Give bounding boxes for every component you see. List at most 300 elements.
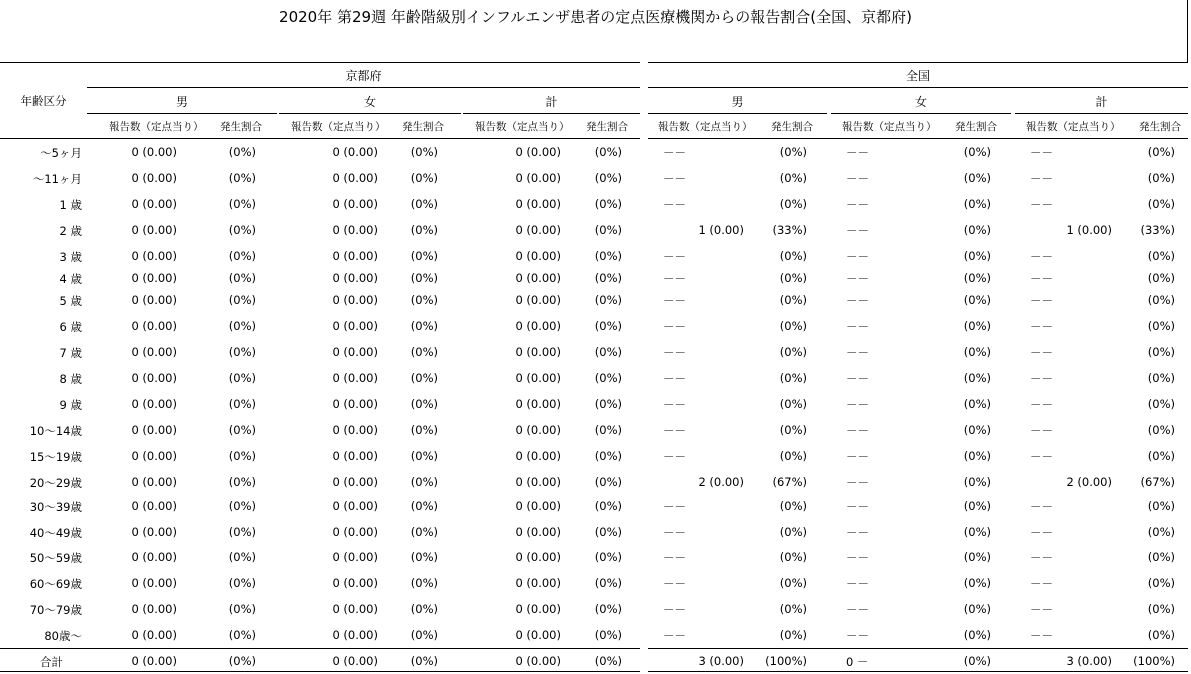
- report-count-cell: 0 (0.00): [332, 145, 378, 159]
- rate-cell: (0%): [963, 550, 991, 564]
- rate-cell: (0%): [228, 293, 256, 307]
- report-count-cell: 1 (0.00): [698, 223, 744, 237]
- report-count-cell: 0 (0.00): [515, 499, 561, 513]
- rate-cell: (0%): [410, 293, 438, 307]
- rate-cell: (0%): [963, 475, 991, 489]
- report-count-cell: －－: [846, 346, 869, 360]
- table-bottom-rule: [0, 671, 640, 672]
- report-count-cell: －－: [663, 424, 686, 438]
- sex-rule: [648, 113, 827, 114]
- group-header-kyoto: 京都府: [345, 69, 382, 83]
- rate-cell: (0%): [779, 345, 807, 359]
- row-age-label: 3 歳: [59, 250, 82, 264]
- rate-cell: (0%): [779, 171, 807, 185]
- page-title: 2020年 第29週 年齢階級別インフルエンザ患者の定点医療機関からの報告割合(全国、京都府): [279, 8, 912, 26]
- rate-cell: (0%): [779, 499, 807, 513]
- rate-cell: (0%): [594, 475, 622, 489]
- rate-cell: (0%): [779, 197, 807, 211]
- rate-cell: (0%): [410, 654, 438, 668]
- report-count-cell: 1 (0.00): [1066, 223, 1112, 237]
- row-age-label: 50～59歳: [29, 551, 82, 565]
- report-count-cell: 2 (0.00): [1066, 475, 1112, 489]
- report-count-cell: －－: [846, 146, 869, 160]
- row-age-label: 8 歳: [59, 372, 82, 386]
- count-column-header: 報告数（定点当り）: [1026, 121, 1121, 133]
- report-count-cell: 0 (0.00): [515, 223, 561, 237]
- report-count-cell: 0 (0.00): [332, 293, 378, 307]
- header-top-rule: [648, 62, 1188, 63]
- rate-cell: (0%): [594, 223, 622, 237]
- report-count-cell: －－: [663, 629, 686, 643]
- rate-column-header: 発生割合: [402, 121, 444, 133]
- rate-cell: (0%): [594, 654, 622, 668]
- rate-cell: (0%): [779, 423, 807, 437]
- report-count-cell: 0 (0.00): [131, 319, 177, 333]
- report-count-cell: 0 (0.00): [131, 397, 177, 411]
- rate-cell: (0%): [594, 576, 622, 590]
- row-age-label: 40～49歳: [29, 526, 82, 540]
- rate-cell: (0%): [963, 293, 991, 307]
- rate-column-header: 発生割合: [586, 121, 628, 133]
- report-count-cell: 0 (0.00): [515, 371, 561, 385]
- report-count-cell: －－: [846, 476, 869, 490]
- rate-cell: (0%): [1147, 449, 1175, 463]
- rate-cell: (0%): [594, 397, 622, 411]
- rate-cell: (0%): [228, 271, 256, 285]
- row-age-label: 5 歳: [59, 294, 82, 308]
- rate-cell: (0%): [228, 345, 256, 359]
- sex-header: 計: [545, 95, 558, 109]
- rate-cell: (0%): [594, 197, 622, 211]
- rate-cell: (0%): [594, 449, 622, 463]
- report-count-cell: －－: [663, 500, 686, 514]
- report-count-cell: －－: [663, 551, 686, 565]
- rate-cell: (100%): [1133, 654, 1175, 668]
- row-age-label: 30～39歳: [29, 500, 82, 514]
- rate-cell: (0%): [410, 397, 438, 411]
- rate-cell: (0%): [228, 371, 256, 385]
- report-count-cell: 0 (0.00): [332, 550, 378, 564]
- report-count-cell: －－: [1030, 250, 1053, 264]
- report-count-cell: 0 (0.00): [515, 145, 561, 159]
- row-age-label: 20～29歳: [29, 476, 82, 490]
- report-count-cell: －－: [846, 398, 869, 412]
- report-count-cell: 0 (0.00): [332, 475, 378, 489]
- report-count-cell: 0 (0.00): [131, 654, 177, 668]
- rate-cell: (0%): [228, 628, 256, 642]
- rate-cell: (0%): [594, 345, 622, 359]
- report-count-cell: －－: [663, 320, 686, 334]
- report-count-cell: 0 (0.00): [131, 550, 177, 564]
- count-column-header: 報告数（定点当り）: [658, 121, 753, 133]
- rate-cell: (0%): [228, 319, 256, 333]
- rate-cell: (0%): [1147, 319, 1175, 333]
- rate-cell: (0%): [410, 602, 438, 616]
- row-age-label: 6 歳: [59, 320, 82, 334]
- report-count-cell: －－: [663, 450, 686, 464]
- rate-cell: (0%): [779, 371, 807, 385]
- rate-cell: (0%): [410, 423, 438, 437]
- row-age-label: 2 歳: [59, 224, 82, 238]
- report-count-cell: 0 (0.00): [332, 319, 378, 333]
- rate-cell: (0%): [779, 550, 807, 564]
- report-count-cell: 0 (0.00): [515, 654, 561, 668]
- report-count-cell: 0 (0.00): [131, 145, 177, 159]
- rate-cell: (0%): [963, 371, 991, 385]
- rate-cell: (0%): [228, 145, 256, 159]
- row-age-label: ～5ヶ月: [40, 146, 82, 160]
- rate-cell: (0%): [1147, 249, 1175, 263]
- report-count-cell: －－: [846, 372, 869, 386]
- sex-header: 女: [914, 95, 927, 109]
- count-column-header: 報告数（定点当り）: [842, 121, 937, 133]
- rate-cell: (0%): [228, 171, 256, 185]
- rate-cell: (0%): [1147, 602, 1175, 616]
- rate-cell: (0%): [410, 576, 438, 590]
- rate-cell: (0%): [963, 397, 991, 411]
- count-column-header: 報告数（定点当り）: [291, 121, 386, 133]
- report-count-cell: 0 (0.00): [332, 628, 378, 642]
- report-count-cell: 0 (0.00): [515, 550, 561, 564]
- report-count-cell: 0 (0.00): [332, 271, 378, 285]
- report-count-cell: 0 (0.00): [131, 249, 177, 263]
- row-age-label: ～11ヶ月: [32, 172, 82, 186]
- rate-cell: (0%): [1147, 345, 1175, 359]
- rate-cell: (0%): [228, 499, 256, 513]
- rate-cell: (0%): [779, 449, 807, 463]
- rate-cell: (0%): [228, 602, 256, 616]
- report-count-cell: －－: [846, 224, 869, 238]
- sex-header: 計: [1095, 95, 1108, 109]
- report-count-cell: －－: [846, 450, 869, 464]
- rate-column-header: 発生割合: [220, 121, 262, 133]
- report-count-cell: －－: [663, 526, 686, 540]
- rate-cell: (0%): [963, 271, 991, 285]
- row-age-label: 70～79歳: [29, 603, 82, 617]
- rate-cell: (0%): [779, 319, 807, 333]
- report-count-cell: －－: [846, 294, 869, 308]
- report-count-cell: －－: [1030, 424, 1053, 438]
- report-count-cell: －－: [663, 294, 686, 308]
- rate-cell: (0%): [594, 499, 622, 513]
- report-count-cell: －－: [1030, 398, 1053, 412]
- report-count-cell: －－: [1030, 172, 1053, 186]
- rate-cell: (0%): [1147, 371, 1175, 385]
- rate-cell: (0%): [963, 628, 991, 642]
- report-count-cell: －－: [846, 500, 869, 514]
- report-count-cell: 0 (0.00): [131, 345, 177, 359]
- count-column-header: 報告数（定点当り）: [109, 121, 204, 133]
- rate-cell: (0%): [779, 293, 807, 307]
- report-count-cell: 0 (0.00): [332, 449, 378, 463]
- report-count-cell: 0 (0.00): [332, 525, 378, 539]
- report-count-cell: －－: [663, 272, 686, 286]
- sex-rule: [87, 113, 277, 114]
- report-count-cell: －－: [663, 346, 686, 360]
- report-count-cell: －－: [663, 198, 686, 212]
- report-count-cell: 2 (0.00): [698, 475, 744, 489]
- report-count-cell: 0 (0.00): [515, 475, 561, 489]
- report-count-cell: －－: [1030, 500, 1053, 514]
- rate-cell: (0%): [963, 525, 991, 539]
- rate-cell: (0%): [963, 499, 991, 513]
- report-count-cell: －－: [846, 629, 869, 643]
- rate-cell: (0%): [963, 654, 991, 668]
- report-count-cell: 0 (0.00): [131, 449, 177, 463]
- header-top-rule: [0, 62, 640, 63]
- rate-cell: (0%): [1147, 628, 1175, 642]
- report-count-cell: 0 (0.00): [131, 197, 177, 211]
- rate-cell: (0%): [779, 397, 807, 411]
- report-count-cell: －－: [663, 146, 686, 160]
- rate-cell: (0%): [228, 249, 256, 263]
- report-count-cell: 3 (0.00): [698, 654, 744, 668]
- total-rule: [0, 648, 640, 649]
- report-count-cell: －－: [663, 577, 686, 591]
- sex-header: 女: [363, 95, 376, 109]
- rate-cell: (0%): [410, 249, 438, 263]
- report-count-cell: －－: [1030, 450, 1053, 464]
- report-count-cell: 0 (0.00): [131, 576, 177, 590]
- report-count-cell: －－: [663, 372, 686, 386]
- rate-cell: (0%): [410, 475, 438, 489]
- rate-cell: (100%): [765, 654, 807, 668]
- report-count-cell: －－: [663, 172, 686, 186]
- sex-rule: [279, 113, 461, 114]
- row-age-label: 10～14歳: [29, 424, 82, 438]
- report-count-cell: 0 (0.00): [131, 293, 177, 307]
- group-rule-national: [648, 87, 1188, 88]
- report-count-cell: 0 (0.00): [515, 319, 561, 333]
- rate-cell: (0%): [410, 345, 438, 359]
- rate-cell: (0%): [1147, 145, 1175, 159]
- report-count-cell: 0 (0.00): [332, 171, 378, 185]
- rate-cell: (0%): [228, 223, 256, 237]
- rate-cell: (67%): [772, 475, 807, 489]
- report-count-cell: －－: [846, 198, 869, 212]
- rate-cell: (0%): [410, 319, 438, 333]
- row-age-label: 15～19歳: [29, 450, 82, 464]
- report-count-cell: 0 －: [846, 655, 869, 669]
- report-count-cell: 0 (0.00): [515, 249, 561, 263]
- rate-cell: (0%): [228, 397, 256, 411]
- report-count-cell: －－: [1030, 198, 1053, 212]
- report-count-cell: －－: [1030, 551, 1053, 565]
- rate-cell: (0%): [1147, 525, 1175, 539]
- rate-cell: (0%): [410, 525, 438, 539]
- report-count-cell: 0 (0.00): [515, 525, 561, 539]
- report-count-cell: 0 (0.00): [332, 397, 378, 411]
- rate-cell: (67%): [1140, 475, 1175, 489]
- rate-cell: (0%): [779, 525, 807, 539]
- rate-column-header: 発生割合: [955, 121, 997, 133]
- report-count-cell: 0 (0.00): [332, 249, 378, 263]
- rate-cell: (0%): [963, 423, 991, 437]
- rate-cell: (33%): [772, 223, 807, 237]
- sex-rule: [463, 113, 640, 114]
- report-count-cell: －－: [1030, 526, 1053, 540]
- report-count-cell: －－: [1030, 629, 1053, 643]
- rate-cell: (0%): [963, 171, 991, 185]
- rate-cell: (0%): [963, 449, 991, 463]
- row-age-label: 80歳～: [44, 629, 82, 643]
- rate-cell: (0%): [228, 576, 256, 590]
- row-age-label: 1 歳: [59, 198, 82, 212]
- rate-cell: (0%): [594, 319, 622, 333]
- rate-cell: (0%): [410, 171, 438, 185]
- rate-cell: (0%): [594, 249, 622, 263]
- rate-cell: (0%): [1147, 171, 1175, 185]
- report-count-cell: －－: [663, 398, 686, 412]
- report-count-cell: 0 (0.00): [332, 371, 378, 385]
- sex-header: 男: [731, 95, 744, 109]
- rate-cell: (0%): [963, 223, 991, 237]
- rate-cell: (0%): [410, 197, 438, 211]
- row-age-label: 4 歳: [59, 272, 82, 286]
- rate-cell: (0%): [779, 271, 807, 285]
- rate-cell: (0%): [594, 602, 622, 616]
- report-count-cell: －－: [846, 320, 869, 334]
- report-count-cell: －－: [1030, 294, 1053, 308]
- report-count-cell: －－: [846, 250, 869, 264]
- report-count-cell: －－: [1030, 146, 1053, 160]
- report-count-cell: 0 (0.00): [515, 397, 561, 411]
- rate-cell: (0%): [228, 423, 256, 437]
- rate-cell: (0%): [963, 249, 991, 263]
- rate-cell: (0%): [410, 371, 438, 385]
- rate-cell: (0%): [594, 271, 622, 285]
- rate-cell: (0%): [1147, 293, 1175, 307]
- row-age-label: 9 歳: [59, 398, 82, 412]
- rate-cell: (33%): [1140, 223, 1175, 237]
- rate-cell: (0%): [1147, 499, 1175, 513]
- report-count-cell: 0 (0.00): [515, 293, 561, 307]
- report-count-cell: 0 (0.00): [332, 345, 378, 359]
- rate-cell: (0%): [410, 550, 438, 564]
- report-count-cell: 0 (0.00): [515, 576, 561, 590]
- rate-cell: (0%): [228, 525, 256, 539]
- rate-cell: (0%): [594, 423, 622, 437]
- sex-rule: [831, 113, 1011, 114]
- report-count-cell: 0 (0.00): [332, 223, 378, 237]
- rate-cell: (0%): [963, 602, 991, 616]
- report-count-cell: 0 (0.00): [515, 271, 561, 285]
- report-count-cell: 0 (0.00): [515, 602, 561, 616]
- report-count-cell: －－: [846, 272, 869, 286]
- group-header-national: 全国: [905, 69, 930, 83]
- rate-cell: (0%): [410, 271, 438, 285]
- report-count-cell: 0 (0.00): [515, 345, 561, 359]
- rate-column-header: 発生割合: [771, 121, 813, 133]
- sex-rule: [1015, 113, 1188, 114]
- report-count-cell: 0 (0.00): [131, 271, 177, 285]
- report-count-cell: －－: [846, 526, 869, 540]
- rate-cell: (0%): [1147, 397, 1175, 411]
- row-age-label: 合計: [40, 655, 63, 669]
- rate-cell: (0%): [410, 499, 438, 513]
- rate-cell: (0%): [594, 371, 622, 385]
- rate-cell: (0%): [410, 449, 438, 463]
- report-count-cell: 0 (0.00): [131, 525, 177, 539]
- rate-cell: (0%): [228, 654, 256, 668]
- rate-cell: (0%): [779, 249, 807, 263]
- report-count-cell: 0 (0.00): [332, 197, 378, 211]
- rate-cell: (0%): [1147, 576, 1175, 590]
- report-count-cell: 3 (0.00): [1066, 654, 1112, 668]
- age-column-header: 年齢区分: [20, 94, 67, 108]
- rate-cell: (0%): [594, 145, 622, 159]
- row-age-label: 60～69歳: [29, 577, 82, 591]
- report-count-cell: －－: [1030, 272, 1053, 286]
- report-count-cell: －－: [1030, 603, 1053, 617]
- rate-cell: (0%): [963, 319, 991, 333]
- rate-cell: (0%): [410, 223, 438, 237]
- rate-cell: (0%): [228, 449, 256, 463]
- report-count-cell: 0 (0.00): [131, 628, 177, 642]
- report-count-cell: －－: [846, 172, 869, 186]
- report-count-cell: 0 (0.00): [332, 423, 378, 437]
- rate-cell: (0%): [594, 171, 622, 185]
- report-count-cell: 0 (0.00): [131, 171, 177, 185]
- table-bottom-rule: [648, 671, 1188, 672]
- report-count-cell: 0 (0.00): [332, 602, 378, 616]
- rate-cell: (0%): [228, 475, 256, 489]
- report-count-cell: 0 (0.00): [131, 475, 177, 489]
- report-count-cell: 0 (0.00): [515, 171, 561, 185]
- report-count-cell: 0 (0.00): [332, 576, 378, 590]
- rate-cell: (0%): [594, 525, 622, 539]
- rate-cell: (0%): [779, 628, 807, 642]
- rate-cell: (0%): [963, 345, 991, 359]
- rate-cell: (0%): [1147, 423, 1175, 437]
- report-count-cell: －－: [1030, 320, 1053, 334]
- rate-cell: (0%): [594, 550, 622, 564]
- total-rule: [648, 648, 1188, 649]
- rate-cell: (0%): [228, 197, 256, 211]
- rate-cell: (0%): [779, 602, 807, 616]
- sex-header: 男: [175, 95, 188, 109]
- report-count-cell: 0 (0.00): [515, 449, 561, 463]
- report-count-cell: －－: [1030, 577, 1053, 591]
- rate-cell: (0%): [410, 628, 438, 642]
- report-count-cell: 0 (0.00): [515, 423, 561, 437]
- report-count-cell: －－: [846, 577, 869, 591]
- report-count-cell: －－: [846, 424, 869, 438]
- rate-cell: (0%): [779, 145, 807, 159]
- report-count-cell: 0 (0.00): [131, 423, 177, 437]
- report-count-cell: 0 (0.00): [515, 197, 561, 211]
- header-bottom-rule: [648, 138, 1188, 139]
- report-count-cell: －－: [846, 603, 869, 617]
- rate-cell: (0%): [963, 145, 991, 159]
- report-count-cell: －－: [663, 250, 686, 264]
- rate-cell: (0%): [228, 550, 256, 564]
- report-count-cell: －－: [846, 551, 869, 565]
- group-rule-kyoto: [87, 87, 640, 88]
- rate-column-header: 発生割合: [1139, 121, 1181, 133]
- report-count-cell: －－: [663, 603, 686, 617]
- report-count-cell: －－: [1030, 346, 1053, 360]
- report-count-cell: 0 (0.00): [131, 371, 177, 385]
- report-count-cell: 0 (0.00): [131, 602, 177, 616]
- rate-cell: (0%): [594, 628, 622, 642]
- rate-cell: (0%): [1147, 197, 1175, 211]
- rate-cell: (0%): [963, 576, 991, 590]
- report-count-cell: 0 (0.00): [131, 223, 177, 237]
- report-count-cell: 0 (0.00): [332, 499, 378, 513]
- header-bottom-rule: [0, 138, 640, 139]
- rate-cell: (0%): [594, 293, 622, 307]
